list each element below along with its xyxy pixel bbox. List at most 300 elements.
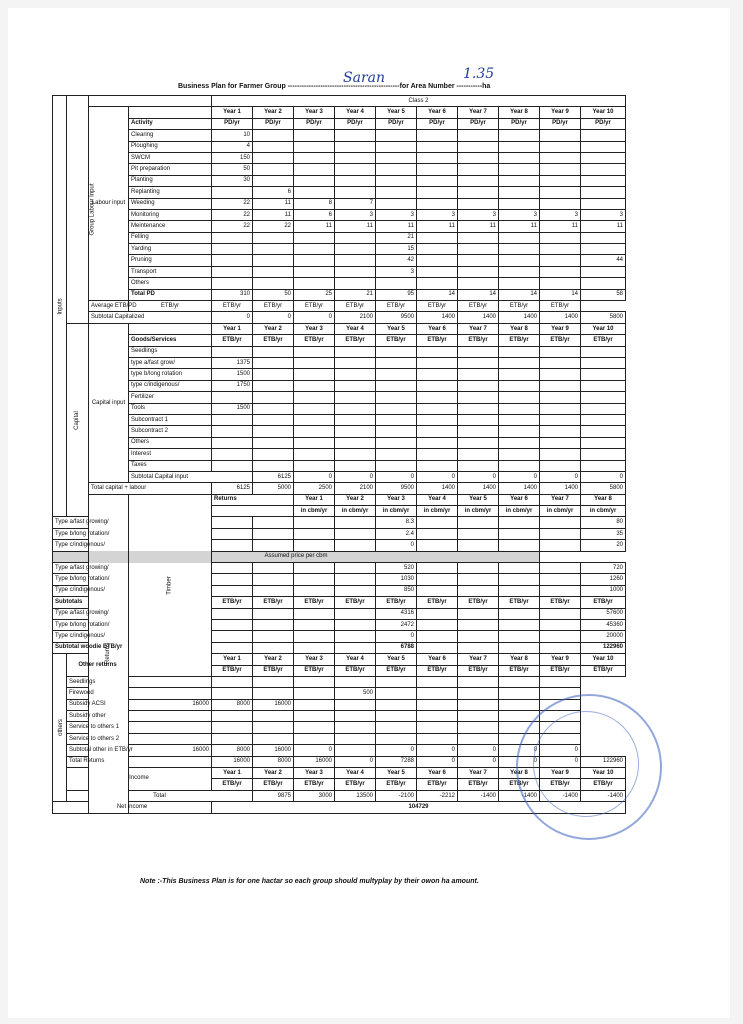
value-cell [581,460,626,471]
value-cell [417,357,458,368]
value-cell [540,255,581,266]
value-cell [458,187,499,198]
value-cell: 11 [458,221,499,232]
timber-subtotal-name: Type b/long rotation/ [53,619,89,630]
activity-name: Weeding [129,198,212,209]
year-header-cell: Year 7 [458,768,499,779]
value-cell [294,175,335,186]
value-cell [376,346,417,357]
unit-cell: ETB/yr [294,665,335,676]
timber-price-name: Type c/indigenous/ [53,585,89,596]
value-cell [335,130,376,141]
value-cell [376,733,417,744]
value-cell [458,585,499,596]
value-cell [294,164,335,175]
other-returns-header: Other returns [67,654,129,677]
value-cell [335,346,376,357]
value-cell: 14 [499,289,540,300]
unit-cell: in cbm/yr [458,506,499,517]
value-cell [540,278,581,289]
activity-name: Pruning [129,255,212,266]
value-cell [335,403,376,414]
value-cell [417,540,458,551]
value-cell [212,392,253,403]
year-header-cell: Year 7 [540,494,581,505]
value-cell [376,175,417,186]
value-cell [335,460,376,471]
capital-subtotal-label: Subtotal Capital input [129,471,253,482]
unit-cell: ETB/yr [253,597,294,608]
year-header-cell: Year 10 [581,768,626,779]
other-returns-row [53,688,626,699]
unit-cell: in cbm/yr [417,506,458,517]
value-cell [417,585,458,596]
year-header-cell: Year 4 [335,768,376,779]
value-cell [499,426,540,437]
value-cell [458,460,499,471]
activity-name: Felling [129,232,212,243]
value-cell [540,164,581,175]
value-cell [458,403,499,414]
value-cell [499,255,540,266]
value-cell [417,198,458,209]
value-cell [499,619,540,630]
value-cell: 0 [294,471,335,482]
value-cell: 11 [540,221,581,232]
income-value-cell: -1400 [581,790,626,801]
value-cell: 14 [417,289,458,300]
value-cell [253,574,294,585]
value-cell [253,733,294,744]
activity-name: Monitoring [129,209,212,220]
timber-volume-name: Type b/long rotation/ [53,528,89,539]
value-cell [417,449,458,460]
unit-cell: ETB/yr [499,665,540,676]
value-cell: 58 [581,289,626,300]
value-cell [499,414,540,425]
total-returns-label: Total Returns [67,756,212,767]
value-cell [376,711,417,722]
unit-cell: ETB/yr [540,665,581,676]
value-cell [499,266,540,277]
value-cell: 720 [581,563,626,574]
value-cell [499,130,540,141]
value-cell [499,164,540,175]
value-cell [581,414,626,425]
capital-item-row [53,460,626,471]
value-cell: 3 [376,209,417,220]
capital-item-name: Subcontract 2 [129,426,212,437]
value-cell [417,164,458,175]
value-cell: 6 [253,187,294,198]
unit-cell: ETB/yr [294,335,335,346]
year-header-cell: Year 9 [540,654,581,665]
unit-cell: ETB/yr [458,335,499,346]
year-header-cell: Year 8 [499,107,540,118]
year-header-cell: Year 9 [540,323,581,334]
income-value-cell: 13500 [335,790,376,801]
value-cell [581,403,626,414]
value-cell: 2472 [376,619,417,630]
value-cell [417,152,458,163]
value-cell [458,517,499,528]
value-cell [253,346,294,357]
labour-activity-row [53,266,626,277]
unit-cell: ETB/yr [540,779,581,790]
value-cell [417,278,458,289]
income-value-cell: -2100 [376,790,417,801]
net-income-label: Net income [53,802,212,813]
value-cell: 3 [417,209,458,220]
value-cell [417,688,458,699]
value-cell [417,574,458,585]
value-cell [253,164,294,175]
value-cell [294,414,335,425]
value-cell [212,619,253,630]
value-cell: 35 [581,528,626,539]
labour-activity-row [53,278,626,289]
timber-label-text: Timber [166,576,173,595]
value-cell [212,585,253,596]
value-cell [458,711,499,722]
value-cell [335,631,376,642]
avg-etb-label: Average ETB/PD [89,301,129,312]
unit-cell: ETB/yr [212,335,253,346]
value-cell [540,175,581,186]
unit-cell: PD/yr [417,118,458,129]
year-header-cell: Year 3 [294,654,335,665]
value-cell [540,528,581,539]
value-cell [294,255,335,266]
value-cell [540,357,581,368]
value-cell [294,676,335,687]
year-header-cell: Year 1 [212,323,253,334]
value-cell [294,232,335,243]
value-cell [499,392,540,403]
value-cell [335,187,376,198]
year-header-cell: Year 3 [294,323,335,334]
income-value-cell: -1400 [499,790,540,801]
value-cell [499,642,540,653]
year-header-cell: Year 6 [417,107,458,118]
value-cell [499,278,540,289]
labour-activity-row [53,130,626,141]
value-cell [212,255,253,266]
value-cell: 14 [458,289,499,300]
timber-volume-name: Type a/fast growing/ [53,517,89,528]
value-cell [253,175,294,186]
activity-name: Yarding [129,244,212,255]
capital-label-text: Capital [74,410,80,430]
value-cell [581,175,626,186]
value-cell: 1400 [458,312,499,323]
value-cell [129,676,212,687]
value-cell [499,528,540,539]
assumed-price-label: Assumed price per cbm [53,551,540,562]
value-cell [253,642,294,653]
value-cell [253,711,294,722]
group-labour-label [67,96,96,324]
others-label [53,654,67,802]
value-cell [417,517,458,528]
unit-cell: in cbm/yr [581,506,626,517]
value-cell: 0 [499,756,540,767]
timber-subtotal-name: Type c/indigenous/ [53,631,89,642]
blank-cell [129,107,212,118]
value-cell [294,187,335,198]
value-cell [540,426,581,437]
value-cell [540,187,581,198]
value-cell [335,528,376,539]
activity-name: Meintenance [129,221,212,232]
year-header-cell: Year 3 [376,494,417,505]
value-cell: 0 [417,756,458,767]
year-header-cell: Year 2 [253,654,294,665]
value-cell: 21 [335,289,376,300]
subtotals-label: Subtotals [53,597,89,608]
value-cell [294,152,335,163]
value-cell [335,642,376,653]
labour-activity-row [53,175,626,186]
value-cell [335,255,376,266]
total-pd-row [53,289,626,300]
value-cell [417,175,458,186]
unit-cell: ETB/yr [335,665,376,676]
year-header-cell: Year 5 [376,323,417,334]
value-cell [417,676,458,687]
avg-etb-cell: ETB/yr [499,301,540,312]
value-cell [417,426,458,437]
unit-cell: ETB/yr [499,597,540,608]
value-cell [335,437,376,448]
value-cell [417,733,458,744]
value-cell [253,130,294,141]
value-cell [540,346,581,357]
value-cell: 5800 [581,483,626,494]
year-header-cell: Year 8 [499,323,540,334]
value-cell [458,164,499,175]
value-cell: 4 [212,141,253,152]
unit-cell: ETB/yr [253,335,294,346]
value-cell [581,152,626,163]
value-cell [417,563,458,574]
unit-cell: ETB/yr [581,597,626,608]
value-cell [212,540,253,551]
value-cell [212,608,253,619]
other-subtotal-label: Subtotal other in ETB/yr [67,745,129,756]
value-cell [540,619,581,630]
value-cell [294,619,335,630]
value-cell [499,346,540,357]
value-cell [253,676,294,687]
value-cell: 0 [376,471,417,482]
value-cell [335,426,376,437]
value-cell [499,574,540,585]
value-cell [499,540,540,551]
value-cell: 11 [581,221,626,232]
value-cell [499,437,540,448]
avg-etb-cell: ETB/yr [376,301,417,312]
value-cell [458,608,499,619]
unit-cell: in cbm/yr [499,506,540,517]
page-title: Business Plan for Farmer Group ------------------------------------------------for Area Number -----------ha [178,83,491,90]
value-cell [417,699,458,710]
value-cell [294,449,335,460]
value-cell: 2.4 [376,528,417,539]
value-cell [417,631,458,642]
value-cell [376,369,417,380]
value-cell [458,437,499,448]
value-cell [458,631,499,642]
value-cell [253,437,294,448]
value-cell: 2100 [335,483,376,494]
unit-cell: ETB/yr [499,335,540,346]
capital-item-row [53,449,626,460]
value-cell [129,688,212,699]
year-header-cell: Year 4 [335,107,376,118]
value-cell: 16000 [129,699,212,710]
capital-item-name: type a/fast grow/ [129,357,212,368]
value-cell [458,392,499,403]
value-cell [581,449,626,460]
value-cell [499,357,540,368]
value-cell: 1375 [212,357,253,368]
value-cell [294,403,335,414]
value-cell [376,676,417,687]
value-cell: 6 [294,209,335,220]
value-cell: 16000 [294,756,335,767]
capital-item-row [53,357,626,368]
value-cell [335,585,376,596]
value-cell: 95 [376,289,417,300]
year-header-cell: Year 7 [458,654,499,665]
value-cell [253,528,294,539]
year-header-cell: Year 8 [581,494,626,505]
value-cell [376,449,417,460]
value-cell: 0 [499,745,540,756]
blank-cell [212,506,294,517]
value-cell: 14 [540,289,581,300]
value-cell [458,574,499,585]
value-cell: 5000 [253,483,294,494]
value-cell: 0 [376,540,417,551]
unit-cell: in cbm/yr [376,506,417,517]
other-returns-name: Subsidy ACSI [67,699,129,710]
value-cell [376,380,417,391]
value-cell: 22 [253,221,294,232]
value-cell: 0 [376,631,417,642]
year-header-cell: Year 1 [294,494,335,505]
value-cell [458,676,499,687]
value-cell: 1500 [212,369,253,380]
value-cell: 1260 [581,574,626,585]
value-cell: 4316 [376,608,417,619]
value-cell [540,437,581,448]
value-cell [212,278,253,289]
value-cell: 16000 [129,745,212,756]
value-cell [417,414,458,425]
value-cell [540,152,581,163]
value-cell: 0 [253,312,294,323]
capital-item-row [53,426,626,437]
capital-item-row [53,403,626,414]
value-cell: 3 [499,209,540,220]
value-cell [581,198,626,209]
unit-cell: ETB/yr [335,779,376,790]
group-name-handwritten: Saran [343,70,385,86]
value-cell: 22 [212,221,253,232]
year-header-cell: Year 4 [335,323,376,334]
value-cell [458,642,499,653]
labour-input-label: Labour input [89,107,129,301]
year-header-cell: Year 7 [458,107,499,118]
year-header-cell: Year 4 [417,494,458,505]
avg-etb-cell: ETB/yr [253,301,294,312]
value-cell [129,711,212,722]
value-cell [540,642,581,653]
value-cell [376,426,417,437]
value-cell [294,141,335,152]
labour-subtotal-row [53,312,626,323]
value-cell [417,608,458,619]
value-cell [458,619,499,630]
value-cell [376,187,417,198]
value-cell [458,232,499,243]
other-returns-name: Subsidy other [67,711,129,722]
class-row [53,96,626,107]
value-cell: 57600 [581,608,626,619]
value-cell [294,380,335,391]
unit-cell: ETB/yr [458,597,499,608]
unit-cell: ETB/yr [458,779,499,790]
value-cell [540,631,581,642]
avg-etb-cell: ETB/yr [417,301,458,312]
value-cell [499,449,540,460]
value-cell: 21 [376,232,417,243]
value-cell: 7 [335,198,376,209]
value-cell [376,198,417,209]
value-cell [253,403,294,414]
value-cell [335,164,376,175]
value-cell [540,130,581,141]
value-cell [294,585,335,596]
income-value-cell: -1400 [540,790,581,801]
value-cell: 3 [335,209,376,220]
value-cell [540,540,581,551]
year-header-cell: Year 5 [376,107,417,118]
value-cell [253,517,294,528]
value-cell: 3 [581,209,626,220]
value-cell [499,244,540,255]
year-header-cell: Year 4 [335,654,376,665]
value-cell: 8000 [212,745,253,756]
value-cell [212,631,253,642]
unit-cell: ETB/yr [581,665,626,676]
value-cell: 2100 [335,312,376,323]
class-label: Class 2 [212,96,626,107]
income-total-label: Total [67,790,253,801]
value-cell: 3 [540,209,581,220]
value-cell: 0 [294,312,335,323]
value-cell [253,152,294,163]
unit-cell: PD/yr [335,118,376,129]
labour-subtotal-label: Subtotal Capitalized [89,312,212,323]
value-cell [335,563,376,574]
value-cell: 6788 [376,642,417,653]
value-cell [540,369,581,380]
value-cell: 0 [540,756,581,767]
value-cell [376,699,417,710]
